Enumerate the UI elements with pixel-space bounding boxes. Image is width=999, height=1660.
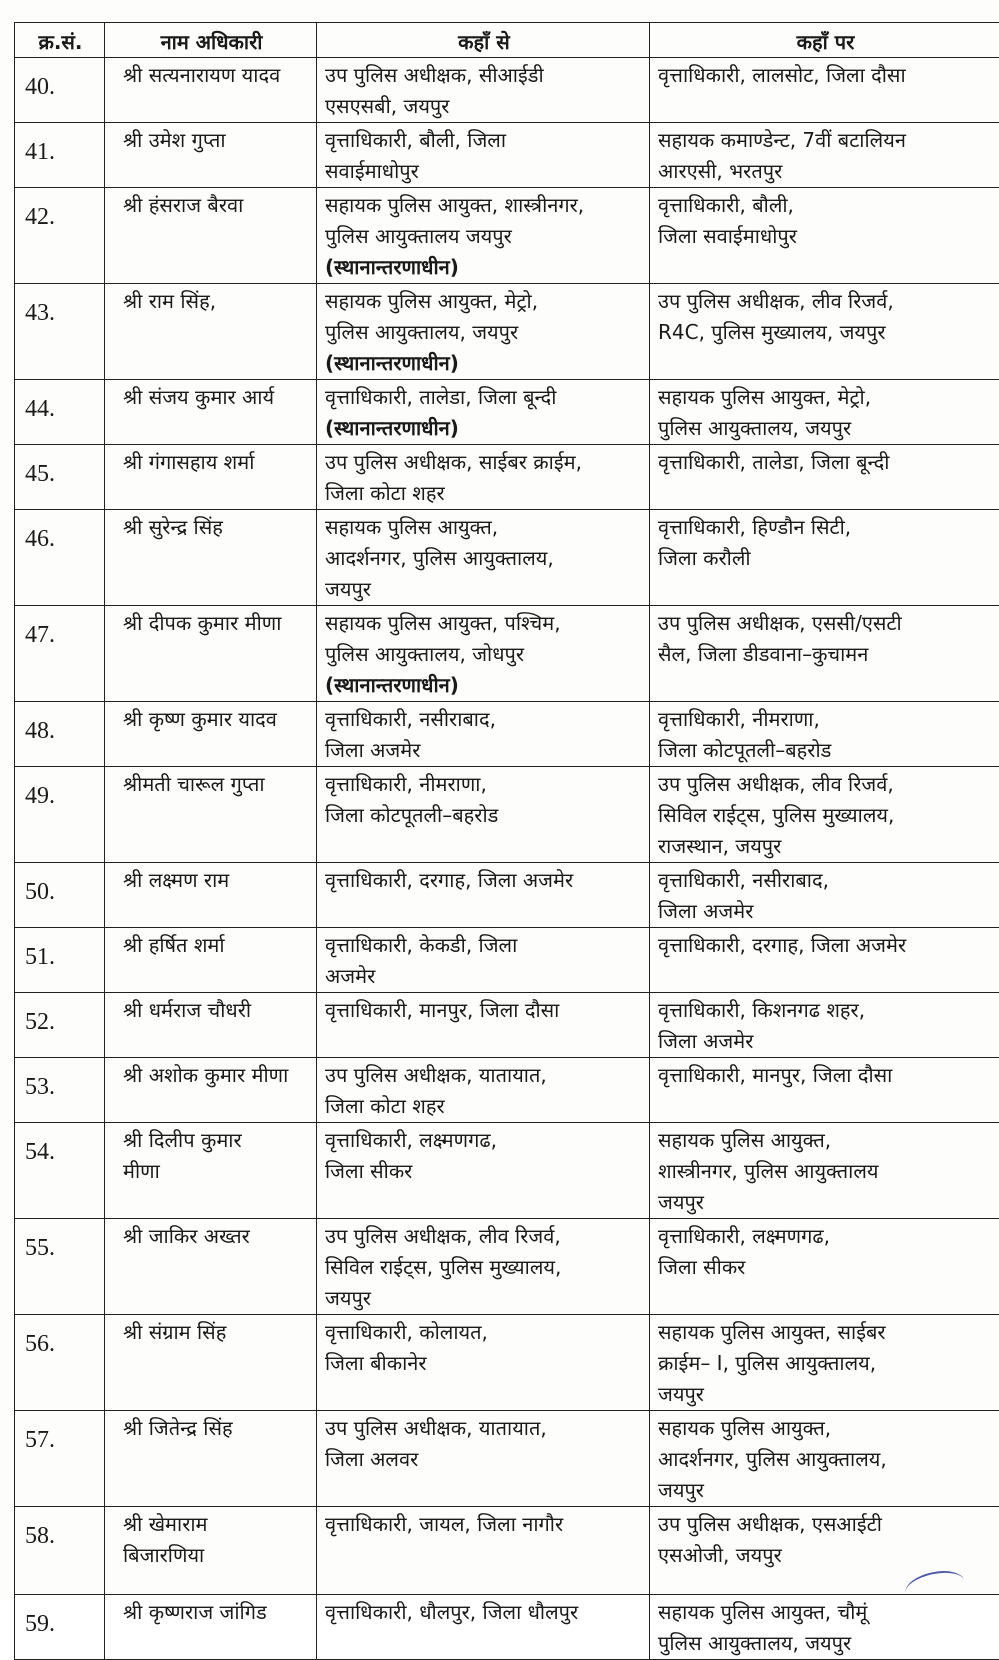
from-line: जिला सीकर xyxy=(325,1156,643,1187)
table-row xyxy=(15,380,999,445)
table-row xyxy=(15,928,999,993)
to-line: जिला सीकर xyxy=(658,1252,993,1283)
from-line: एसएसबी, जयपुर xyxy=(325,91,643,122)
table-row xyxy=(15,445,999,510)
from-line: सहायक पुलिस आयुक्त, मेट्रो, xyxy=(325,286,643,317)
table-row xyxy=(15,767,999,863)
officer-name-cell xyxy=(105,1595,317,1660)
to-line: जिला सवाईमाधोपुर xyxy=(658,221,993,252)
serial-number-cell: 46. xyxy=(15,510,105,606)
serial-number-cell: 42. xyxy=(15,188,105,284)
name-line: श्री दीपक कुमार मीणा xyxy=(123,608,310,639)
to-post-cell xyxy=(650,1595,999,1660)
from-post-cell xyxy=(317,1058,650,1123)
transfer-status-note: (स्थानान्तरणाधीन) xyxy=(325,252,643,283)
from-line: सहायक पुलिस आयुक्त, पश्चिम, xyxy=(325,608,643,639)
table-row xyxy=(15,510,999,606)
from-post-cell xyxy=(317,380,650,445)
to-line: वृत्ताधिकारी, तालेडा, जिला बून्दी xyxy=(658,447,993,478)
table-row xyxy=(15,123,999,188)
from-line: सिविल राईट्स, पुलिस मुख्यालय, xyxy=(325,1252,643,1283)
officer-name-cell xyxy=(105,767,317,863)
to-line: जिला अजमेर xyxy=(658,896,993,927)
officer-name-cell xyxy=(105,928,317,993)
from-line: जिला कोटपूतली–बहरोड xyxy=(325,800,643,831)
serial-number-cell: 40. xyxy=(15,58,105,123)
to-line: उप पुलिस अधीक्षक, एससी/एसटी xyxy=(658,608,993,639)
to-post-cell xyxy=(650,123,999,188)
from-post-cell xyxy=(317,58,650,123)
to-line: उप पुलिस अधीक्षक, लीव रिजर्व, xyxy=(658,286,993,317)
to-line: जिला अजमेर xyxy=(658,1026,993,1057)
table-row xyxy=(15,1411,999,1507)
to-post-cell xyxy=(650,702,999,767)
to-line: R4C, पुलिस मुख्यालय, जयपुर xyxy=(658,317,993,348)
table-row xyxy=(15,1058,999,1123)
from-line: उप पुलिस अधीक्षक, यातायात, xyxy=(325,1413,643,1444)
header-officer-name: नाम अधिकारी xyxy=(105,23,317,58)
from-post-cell xyxy=(317,702,650,767)
serial-number-cell: 48. xyxy=(15,702,105,767)
header-to: कहाँ पर xyxy=(650,23,999,58)
from-line: अजमेर xyxy=(325,961,643,992)
officer-name-cell xyxy=(105,863,317,928)
table-row xyxy=(15,993,999,1058)
from-line: जिला अलवर xyxy=(325,1444,643,1475)
to-line: वृत्ताधिकारी, लालसोट, जिला दौसा xyxy=(658,60,993,91)
to-line: सैल, जिला डीडवाना–कुचामन xyxy=(658,639,993,670)
from-line: पुलिस आयुक्तालय जयपुर xyxy=(325,221,643,252)
serial-number-cell: 59. xyxy=(15,1595,105,1660)
serial-number-cell: 45. xyxy=(15,445,105,510)
to-post-cell xyxy=(650,1315,999,1411)
to-line: जयपुर xyxy=(658,1379,993,1410)
from-post-cell xyxy=(317,1411,650,1507)
name-line: श्री सुरेन्द्र सिंह xyxy=(123,512,310,543)
from-post-cell xyxy=(317,1507,650,1595)
from-line: उप पुलिस अधीक्षक, साईबर क्राईम, xyxy=(325,447,643,478)
to-line: सिविल राईट्स, पुलिस मुख्यालय, xyxy=(658,800,993,831)
officer-name-cell xyxy=(105,606,317,702)
from-line: पुलिस आयुक्तालय, जयपुर xyxy=(325,317,643,348)
to-line: वृत्ताधिकारी, बौली, xyxy=(658,190,993,221)
to-post-cell xyxy=(650,606,999,702)
name-line: श्री हर्षित शर्मा xyxy=(123,930,310,961)
to-post-cell xyxy=(650,380,999,445)
from-post-cell xyxy=(317,993,650,1058)
name-line: श्री कृष्ण कुमार यादव xyxy=(123,704,310,735)
serial-number-cell: 49. xyxy=(15,767,105,863)
name-line: श्री जाकिर अख्तर xyxy=(123,1221,310,1252)
serial-number-cell: 41. xyxy=(15,123,105,188)
from-line: वृत्ताधिकारी, लक्ष्मणगढ, xyxy=(325,1125,643,1156)
table-body xyxy=(15,58,999,1660)
from-line: वृत्ताधिकारी, नसीराबाद, xyxy=(325,704,643,735)
serial-number-cell: 43. xyxy=(15,284,105,380)
table-row xyxy=(15,188,999,284)
serial-number-cell: 50. xyxy=(15,863,105,928)
to-line: वृत्ताधिकारी, दरगाह, जिला अजमेर xyxy=(658,930,993,961)
from-line: जिला बीकानेर xyxy=(325,1348,643,1379)
to-line: वृत्ताधिकारी, नीमराणा, xyxy=(658,704,993,735)
from-line: उप पुलिस अधीक्षक, लीव रिजर्व, xyxy=(325,1221,643,1252)
table-row xyxy=(15,284,999,380)
to-post-cell xyxy=(650,993,999,1058)
to-line: सहायक पुलिस आयुक्त, साईबर xyxy=(658,1317,993,1348)
from-post-cell xyxy=(317,767,650,863)
name-line: श्री कृष्णराज जांगिड xyxy=(123,1597,310,1628)
from-post-cell xyxy=(317,510,650,606)
from-line: वृत्ताधिकारी, धौलपुर, जिला धौलपुर xyxy=(325,1597,643,1628)
to-line: आरएसी, भरतपुर xyxy=(658,156,993,187)
from-line: वृत्ताधिकारी, दरगाह, जिला अजमेर xyxy=(325,865,643,896)
from-post-cell xyxy=(317,445,650,510)
to-line: वृत्ताधिकारी, मानपुर, जिला दौसा xyxy=(658,1060,993,1091)
to-line: सहायक पुलिस आयुक्त, मेट्रो, xyxy=(658,382,993,413)
to-line: पुलिस आयुक्तालय, जयपुर xyxy=(658,413,993,444)
table-header-row xyxy=(15,23,999,58)
officer-name-cell xyxy=(105,510,317,606)
name-line: श्री संजय कुमार आर्य xyxy=(123,382,310,413)
to-post-cell xyxy=(650,445,999,510)
serial-number-cell: 58. xyxy=(15,1507,105,1595)
name-line: मीणा xyxy=(123,1156,310,1187)
to-line: सहायक पुलिस आयुक्त, xyxy=(658,1125,993,1156)
name-line: श्री उमेश गुप्ता xyxy=(123,125,310,156)
table-row xyxy=(15,863,999,928)
from-post-cell xyxy=(317,1219,650,1315)
to-line: जयपुर xyxy=(658,1475,993,1506)
from-line: जिला कोटा शहर xyxy=(325,478,643,509)
from-line: सवाईमाधोपुर xyxy=(325,156,643,187)
from-post-cell xyxy=(317,188,650,284)
from-line: उप पुलिस अधीक्षक, सीआईडी xyxy=(325,60,643,91)
from-line: वृत्ताधिकारी, कोलायत, xyxy=(325,1317,643,1348)
from-post-cell xyxy=(317,1123,650,1219)
table-row xyxy=(15,1123,999,1219)
serial-number-cell: 54. xyxy=(15,1123,105,1219)
from-post-cell xyxy=(317,1595,650,1660)
to-post-cell xyxy=(650,510,999,606)
to-line: शास्त्रीनगर, पुलिस आयुक्तालय xyxy=(658,1156,993,1187)
name-line: श्री संग्राम सिंह xyxy=(123,1317,310,1348)
from-line: जिला कोटा शहर xyxy=(325,1091,643,1122)
header-from: कहाँ से xyxy=(317,23,650,58)
name-line: श्री धर्मराज चौधरी xyxy=(123,995,310,1026)
transfer-status-note: (स्थानान्तरणाधीन) xyxy=(325,670,643,701)
name-line: बिजारणिया xyxy=(123,1540,310,1571)
officer-name-cell xyxy=(105,1058,317,1123)
to-line: पुलिस आयुक्तालय, जयपुर xyxy=(658,1628,993,1659)
to-line: आदर्शनगर, पुलिस आयुक्तालय, xyxy=(658,1444,993,1475)
to-line: उप पुलिस अधीक्षक, लीव रिजर्व, xyxy=(658,769,993,800)
serial-number-cell: 47. xyxy=(15,606,105,702)
from-post-cell xyxy=(317,123,650,188)
name-line: श्री खेमाराम xyxy=(123,1509,310,1540)
to-post-cell xyxy=(650,863,999,928)
from-post-cell xyxy=(317,606,650,702)
to-line: वृत्ताधिकारी, हिण्डौन सिटी, xyxy=(658,512,993,543)
from-line: जिला अजमेर xyxy=(325,735,643,766)
to-line: एसओजी, जयपुर xyxy=(658,1540,993,1571)
to-post-cell xyxy=(650,767,999,863)
to-line: जिला कोटपूतली–बहरोड xyxy=(658,735,993,766)
from-line: वृत्ताधिकारी, बौली, जिला xyxy=(325,125,643,156)
table-row xyxy=(15,1315,999,1411)
officer-name-cell xyxy=(105,1219,317,1315)
to-line: जिला करौली xyxy=(658,543,993,574)
from-line: उप पुलिस अधीक्षक, यातायात, xyxy=(325,1060,643,1091)
to-post-cell xyxy=(650,1123,999,1219)
header-serial: क्र.सं. xyxy=(15,23,105,58)
to-post-cell xyxy=(650,188,999,284)
table-row xyxy=(15,1507,999,1595)
table-row xyxy=(15,702,999,767)
from-post-cell xyxy=(317,1315,650,1411)
name-line: श्री दिलीप कुमार xyxy=(123,1125,310,1156)
name-line: श्री सत्यनारायण यादव xyxy=(123,60,310,91)
transfer-status-note: (स्थानान्तरणाधीन) xyxy=(325,348,643,379)
to-line: वृत्ताधिकारी, नसीराबाद, xyxy=(658,865,993,896)
from-line: जयपुर xyxy=(325,574,643,605)
to-line: सहायक कमाण्डेन्ट, 7वीं बटालियन xyxy=(658,125,993,156)
officer-name-cell xyxy=(105,702,317,767)
to-line: जयपुर xyxy=(658,1187,993,1218)
table-row xyxy=(15,1595,999,1660)
to-post-cell xyxy=(650,928,999,993)
to-line: वृत्ताधिकारी, किशनगढ शहर, xyxy=(658,995,993,1026)
name-line: श्री गंगासहाय शर्मा xyxy=(123,447,310,478)
name-line: श्री जितेन्द्र सिंह xyxy=(123,1413,310,1444)
from-line: वृत्ताधिकारी, नीमराणा, xyxy=(325,769,643,800)
from-line: वृत्ताधिकारी, मानपुर, जिला दौसा xyxy=(325,995,643,1026)
from-post-cell xyxy=(317,863,650,928)
from-line: पुलिस आयुक्तालय, जोधपुर xyxy=(325,639,643,670)
serial-number-cell: 53. xyxy=(15,1058,105,1123)
officer-name-cell xyxy=(105,445,317,510)
officer-name-cell xyxy=(105,188,317,284)
serial-number-cell: 55. xyxy=(15,1219,105,1315)
from-post-cell xyxy=(317,284,650,380)
name-line: श्री अशोक कुमार मीणा xyxy=(123,1060,310,1091)
officer-name-cell xyxy=(105,380,317,445)
to-line: क्राईम– I, पुलिस आयुक्तालय, xyxy=(658,1348,993,1379)
serial-number-cell: 57. xyxy=(15,1411,105,1507)
officer-name-cell xyxy=(105,284,317,380)
officer-name-cell xyxy=(105,123,317,188)
table-row xyxy=(15,1219,999,1315)
to-post-cell xyxy=(650,284,999,380)
serial-number-cell: 44. xyxy=(15,380,105,445)
to-post-cell xyxy=(650,58,999,123)
from-line: वृत्ताधिकारी, तालेडा, जिला बून्दी xyxy=(325,382,643,413)
serial-number-cell: 52. xyxy=(15,993,105,1058)
table-row xyxy=(15,58,999,123)
from-line: वृत्ताधिकारी, जायल, जिला नागौर xyxy=(325,1509,643,1540)
to-line: वृत्ताधिकारी, लक्ष्मणगढ, xyxy=(658,1221,993,1252)
name-line: श्री राम सिंह, xyxy=(123,286,310,317)
officer-name-cell xyxy=(105,1411,317,1507)
officer-name-cell xyxy=(105,58,317,123)
transfer-table xyxy=(14,22,999,1660)
name-line: श्री हंसराज बैरवा xyxy=(123,190,310,221)
serial-number-cell: 51. xyxy=(15,928,105,993)
to-line: उप पुलिस अधीक्षक, एसआईटी xyxy=(658,1509,993,1540)
officer-name-cell xyxy=(105,1123,317,1219)
from-line: सहायक पुलिस आयुक्त, शास्त्रीनगर, xyxy=(325,190,643,221)
transfer-status-note: (स्थानान्तरणाधीन) xyxy=(325,413,643,444)
officer-name-cell xyxy=(105,993,317,1058)
from-line: आदर्शनगर, पुलिस आयुक्तालय, xyxy=(325,543,643,574)
name-line: श्रीमती चारूल गुप्ता xyxy=(123,769,310,800)
table-row xyxy=(15,606,999,702)
to-post-cell xyxy=(650,1411,999,1507)
officer-name-cell xyxy=(105,1315,317,1411)
to-post-cell xyxy=(650,1058,999,1123)
to-line: सहायक पुलिस आयुक्त, xyxy=(658,1413,993,1444)
serial-number-cell: 56. xyxy=(15,1315,105,1411)
from-line: सहायक पुलिस आयुक्त, xyxy=(325,512,643,543)
name-line: श्री लक्ष्मण राम xyxy=(123,865,310,896)
to-post-cell xyxy=(650,1219,999,1315)
to-line: राजस्थान, जयपुर xyxy=(658,831,993,862)
from-line: जयपुर xyxy=(325,1283,643,1314)
from-post-cell xyxy=(317,928,650,993)
to-line: सहायक पुलिस आयुक्त, चौमूं xyxy=(658,1597,993,1628)
officer-name-cell xyxy=(105,1507,317,1595)
from-line: वृत्ताधिकारी, केकडी, जिला xyxy=(325,930,643,961)
